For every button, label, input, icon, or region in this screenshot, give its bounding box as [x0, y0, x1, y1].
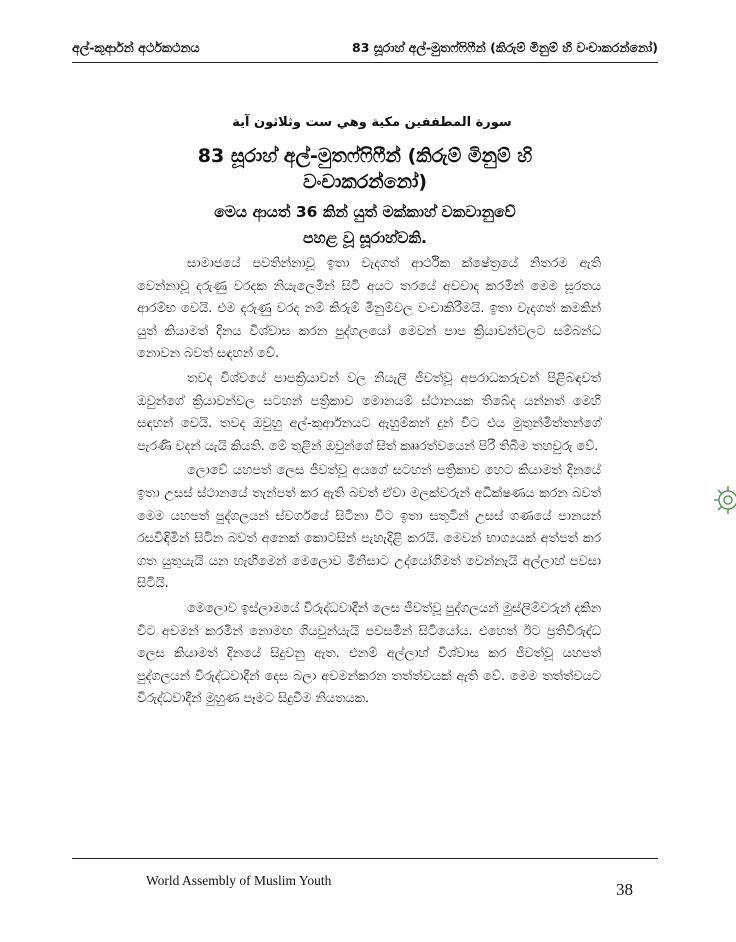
arabic-calligraphy-heading [232, 92, 512, 140]
chapter-subtitle-line-1: මෙය ආයත් 36 කින් යුත් මක්කාහ් වකවානුවේ [214, 203, 516, 221]
paragraph: සාමාජයේ පවතින්නාවූ ඉතා වැදගත් ආර්ථික ක්ෂේත්‍රයේ නිතරම ඇති වෙන්නාවූ දරුණු වරදක නියැලෙමින් සිටි අයට තරයේ අවවාද කරමින් මෙම සූරතය ආරම්භ වෙයි. එම දරුණු වරද නම් කිරුම් මිනුම්වල වංචාකිරීමයි. ඉතා වැදගත් කමකින් යුත් කියාමත් දිනය විශ්වාස කරන පුද්ගලයෝ මෙවන් පාප ක්‍රියාවන්වලට සම්බන්ධ නොවන බවත් සඳහන් වේ. [137, 256, 601, 362]
chapter-subtitle-line-2: පහළ වූ සූරාහ්වකි. [303, 229, 427, 247]
calligraphy-text: سورة المطففين مكية وهي ست وثلاثون آية [232, 115, 512, 130]
paragraph: මෙලොව ඉස්ලාමයේ විරුද්ධවාදීන් ලෙස ජීවත්වූ පුද්ගලයන් මුස්ලිම්වරුන් දකින විට අවමන් කරමින් නොමඟ ගියවුන්යැයි පවසමින් සිටියෝය. එහෙත් ඊට ප්‍රතිවිරුද්ධ ලෙස කියාමත් දිනයේ සිදුවනු ඇත. එනම් අල්ලාහ් විශ්වාස කර ජීවත්වූ යහපත් පුද්ගලයන් විරුද්ධවාදීන් දෙස බලා අවමන්කරන තත්ත්වයක් ඇති වේ. මෙම තත්ත්වයට විරුද්ධවාදීන් මුහුණ පෑමට සිදුවීම නියතයක. [137, 600, 601, 707]
paragraph: ලොවේ යහපත් ලෙස ජීවත්වූ අයගේ සටහන් පත්‍රිකාව හෙට කියාමත් දිනයේ ඉතා උසස් ස්ථානයේ තැන්පත් කර ඇති බවත් ඒවා මලක්වරුන් අධීක්ෂණය කරන බවත් මෙම යහපත් පුද්ගලයන් ස්වර්ගයේ සිටිනා විට ඉතා සතුටින් උසස් ගණයේ පානයන් රසවිඳිමින් සිටින බවත් අනෙක් කොටසින් පැහැදිළි කරයි. මෙවන් භාග්‍යයක් අත්පත් කර ගත යුතුයැයි යන හැඟීමෙන් මෙලොව මිනිසාට උද්යෝගිමත් වෙන්නැයි අල්ලාහ් පවසා සිටියි. [137, 463, 601, 592]
paragraph: තවද විශ්වයේ පාපක්‍රියාවන් වල නියැලී ජීවත්වූ අපරාධකරුවන් පිළිබඳවත් ඔවුන්ගේ ක්‍රියාවන්වල සටහන් පත්‍රිකාව මොනයම් ස්ථානයක තිබේද යන්නත් මෙහි සඳහන් වෙයි. තවද ඔවුහු අල්-කුර්ආනයට ඇහුම්කන් දුන් විට එය මුතුන්මිත්තන්ගේ පැරණි වදන් යැයි කියති. මේ තුළින් ඔවුන්ගේ සිත් කෘෘරත්වයෙන් පිරී තිබීම තහවුරු වේ. [137, 370, 601, 454]
chapter-subtitle [140, 199, 590, 251]
floral-ornament-icon [706, 470, 736, 530]
chapter-title [130, 143, 600, 195]
footer-divider [72, 858, 658, 859]
calligraphy-icon [232, 92, 512, 140]
header-divider [72, 62, 658, 63]
header-book-title: අල්-කුර්ආන් අර්ථකථනය [72, 40, 200, 55]
running-header [72, 38, 658, 62]
body-text [137, 253, 601, 713]
page-number: 38 [616, 880, 633, 899]
footer-publisher: World Assembly of Muslim Youth [146, 873, 332, 888]
chapter-title-line-2: වංචාකරන්නෝ) [302, 171, 428, 193]
chapter-title-line-1: 83 සූරාහ් අල්-මුතෆ්ෆිෆීන් (කිරුම් මිනුම් හි [197, 145, 533, 167]
header-chapter-title: 83 සූරාහ් අල්-මුතෆ්ෆිෆීන් (කිරුම් මිනුම් හි වංචාකරන්නෝ) [352, 40, 658, 55]
